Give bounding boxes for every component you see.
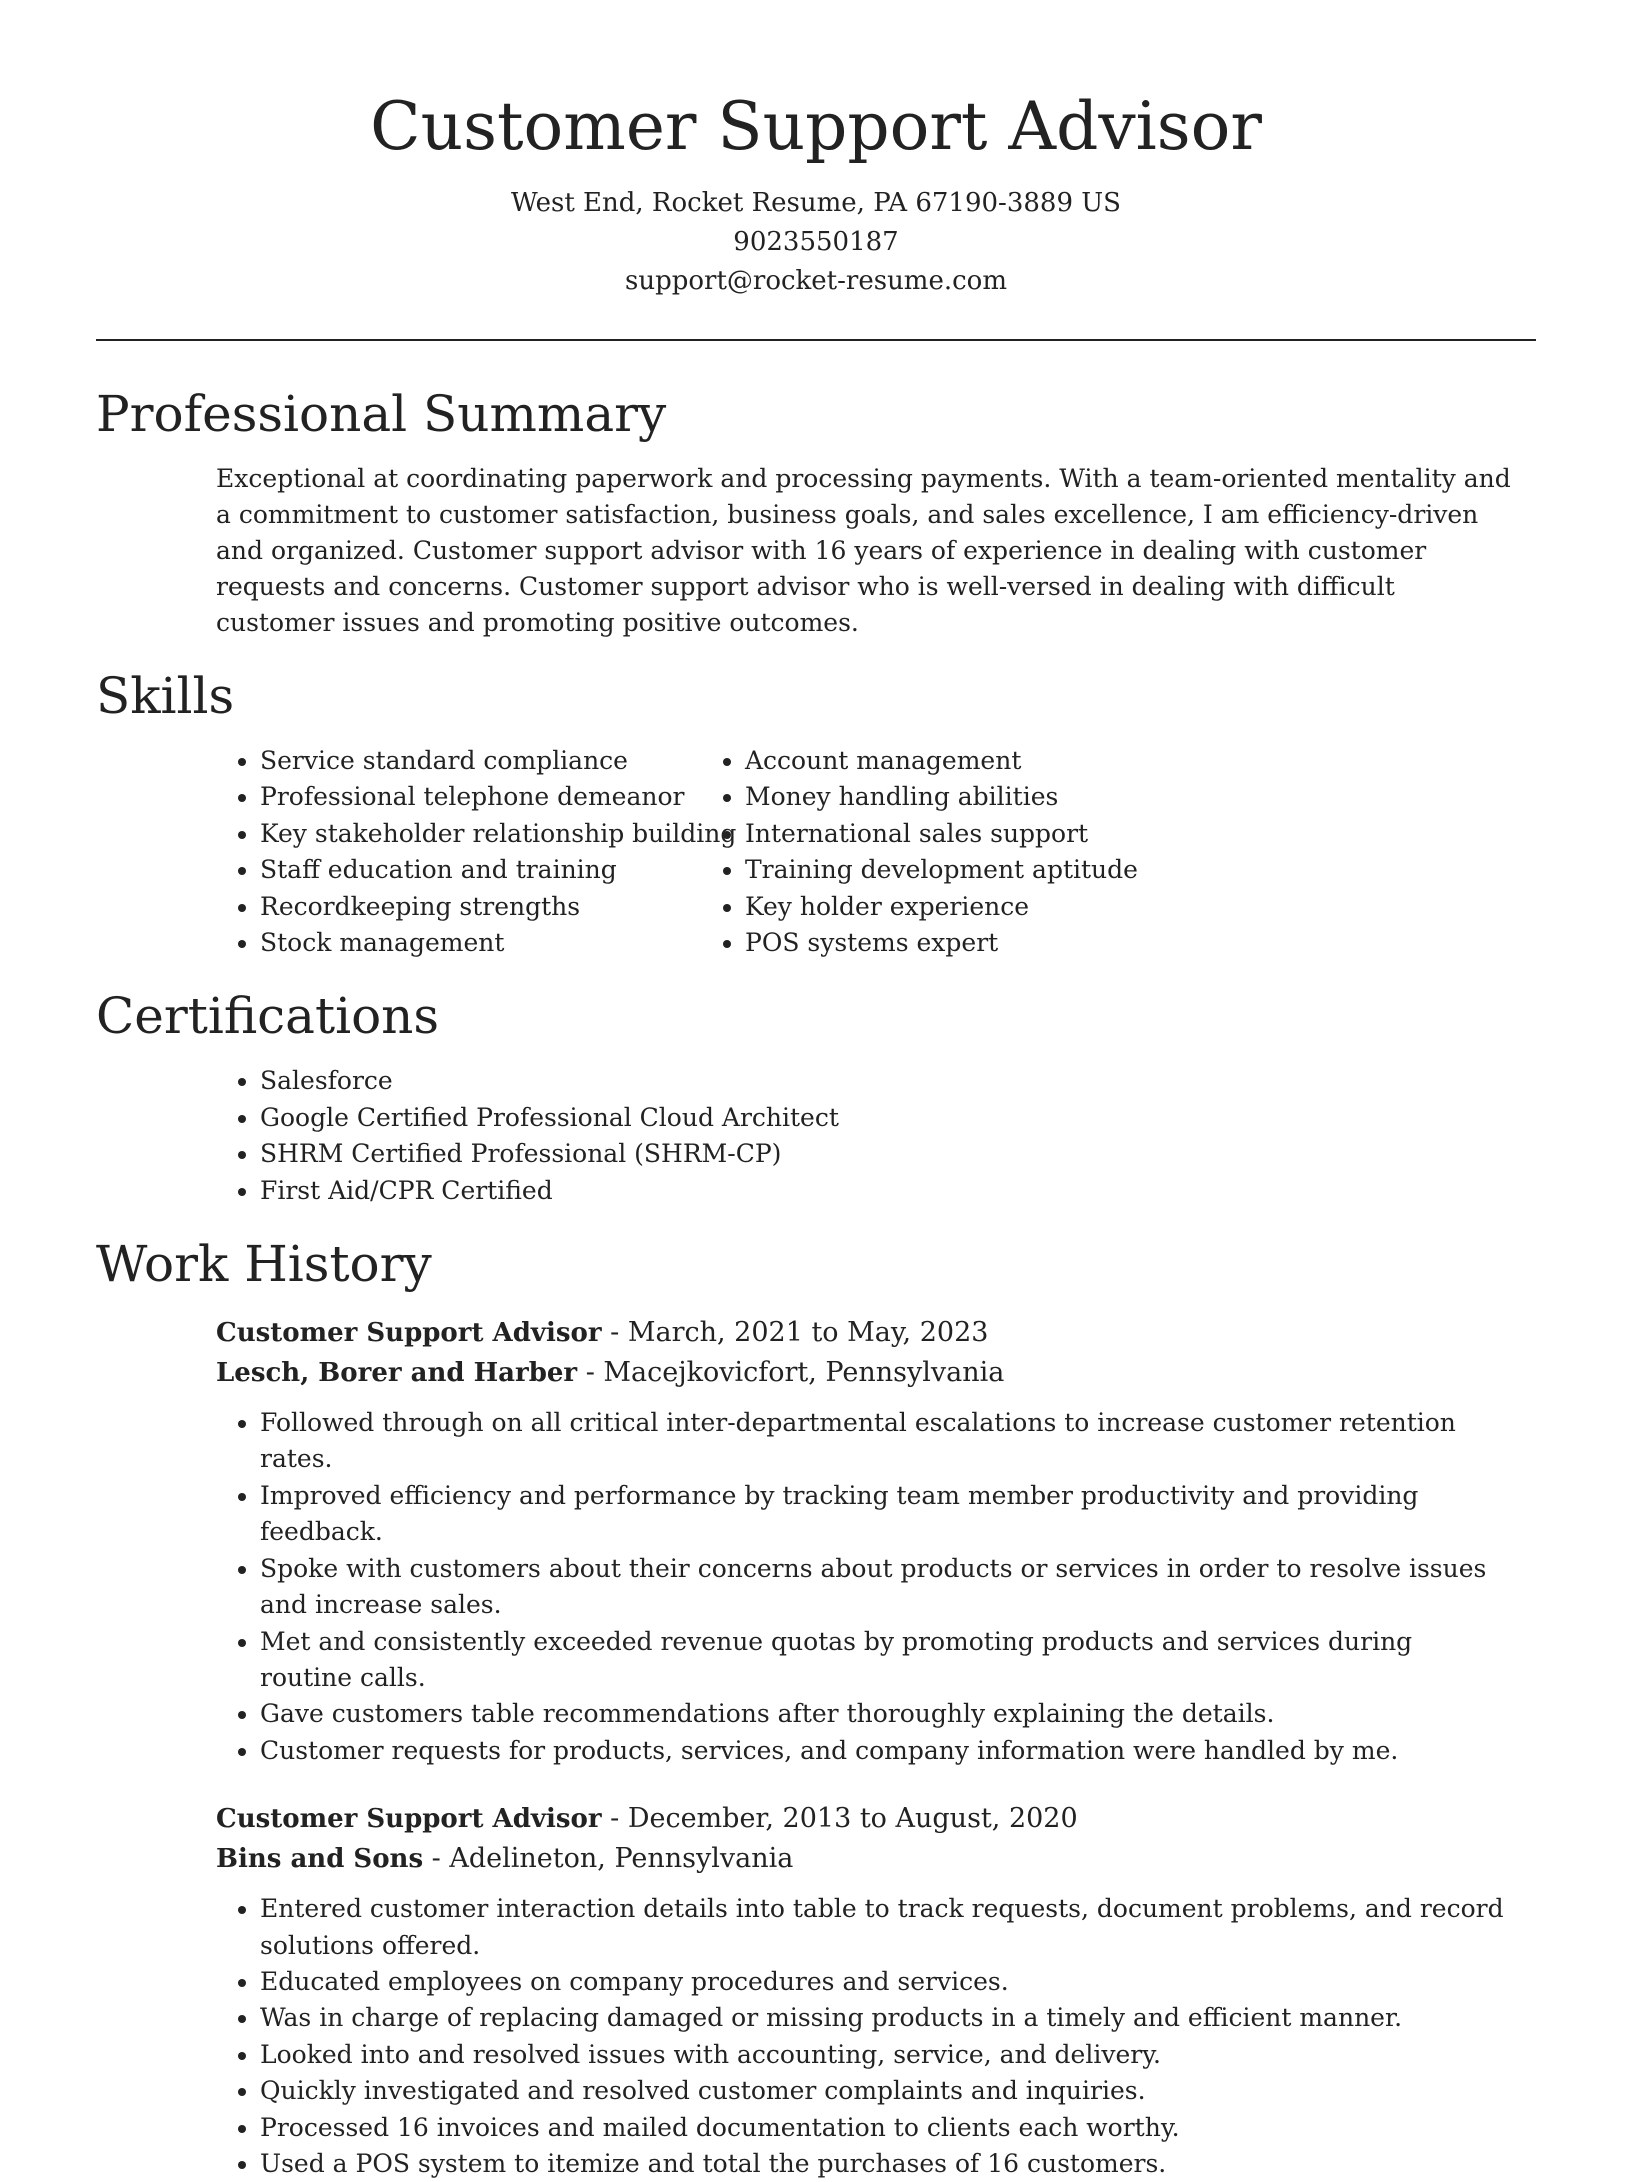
job-entry <box>216 1799 1536 2182</box>
contact-address: West End, Rocket Resume, PA 67190-3889 US <box>510 188 1121 218</box>
skills-grid <box>96 743 1536 961</box>
skill-item: • Professional telephone demeanor <box>260 779 745 815</box>
certifications-section <box>96 983 1536 1209</box>
job-location: - Adelineton, Pennsylvania <box>423 1843 794 1875</box>
job-bullet: • Gave customers table recommendations after thoroughly explaining the details. <box>260 1696 1510 1732</box>
resume-page <box>96 0 1536 2182</box>
job-bullets <box>216 1405 1536 1769</box>
candidate-title: Customer Support Advisor <box>370 88 1262 165</box>
job-bullet: • Followed through on all critical inter-departmental escalations to increase customer retention rates. <box>260 1405 1510 1478</box>
skills-list-right <box>581 743 1230 961</box>
certification-item: • Salesforce <box>260 1063 1536 1099</box>
job-bullet: • Quickly investigated and resolved customer complaints and inquiries. <box>260 2073 1510 2109</box>
job-bullet: • Was in charge of replacing damaged or missing products in a timely and efficient manner. <box>260 2000 1510 2036</box>
job-role: Customer Support Advisor <box>216 1804 602 1835</box>
skill-item: • Recordkeeping strengths <box>260 889 745 925</box>
skills-heading: Skills <box>96 667 235 725</box>
header-divider <box>96 339 1536 341</box>
skill-item: • Stock management <box>260 925 745 961</box>
job-bullet: • Processed 16 invoices and mailed documentation to clients each worthy. <box>260 2110 1510 2146</box>
job-entry <box>216 1313 1536 1769</box>
job-bullet: • Improved efficiency and performance by tracking team member productivity and providing feedback. <box>260 1478 1510 1551</box>
skill-item: • Key stakeholder relationship building <box>260 816 745 852</box>
job-dates: - March, 2021 to May, 2023 <box>601 1317 989 1349</box>
resume-header <box>96 0 1536 301</box>
summary-section <box>96 381 1536 641</box>
job-company: Bins and Sons <box>216 1844 424 1875</box>
job-role-line <box>216 1799 1536 1839</box>
skill-item: • Key holder experience <box>745 889 1230 925</box>
job-bullet: • Customer requests for products, services, and company information were handled by me. <box>260 1733 1510 1769</box>
job-bullets <box>216 1891 1536 2182</box>
skill-item: • International sales support <box>745 816 1230 852</box>
skill-item: • Money handling abilities <box>745 779 1230 815</box>
certification-item: • First Aid/CPR Certified <box>260 1173 1536 1209</box>
certification-item: • SHRM Certified Professional (SHRM-CP) <box>260 1136 1536 1172</box>
job-bullet: • Entered customer interaction details into table to track requests, document problems, and record solutions offered. <box>260 1891 1510 1964</box>
summary-heading: Professional Summary <box>96 385 667 443</box>
skill-item: • Account management <box>745 743 1230 779</box>
job-company-line <box>216 1839 1536 1879</box>
job-bullet: • Looked into and resolved issues with accounting, service, and delivery. <box>260 2037 1510 2073</box>
job-dates: - December, 2013 to August, 2020 <box>601 1803 1078 1835</box>
skills-section <box>96 663 1536 961</box>
skill-item: • Service standard compliance <box>260 743 745 779</box>
job-bullet: • Educated employees on company procedures and services. <box>260 1964 1510 2000</box>
job-company-line <box>216 1353 1536 1393</box>
job-bullet: • Met and consistently exceeded revenue quotas by promoting products and services during routine calls. <box>260 1624 1510 1697</box>
work-history-section <box>96 1231 1536 2182</box>
certifications-list <box>96 1063 1536 1209</box>
job-bullet: • Used a POS system to itemize and total the purchases of 16 customers. <box>260 2146 1510 2182</box>
skill-item: • Training development aptitude <box>745 852 1230 888</box>
job-company: Lesch, Borer and Harber <box>216 1358 578 1389</box>
skill-item: • POS systems expert <box>745 925 1230 961</box>
job-location: - Macejkovicfort, Pennsylvania <box>577 1357 1005 1389</box>
contact-phone: 9023550187 <box>733 227 899 257</box>
certification-item: • Google Certified Professional Cloud Architect <box>260 1100 1536 1136</box>
work-history-heading: Work History <box>96 1235 432 1294</box>
job-role-line <box>216 1313 1536 1353</box>
certifications-heading: Certifications <box>96 987 440 1046</box>
contact-email: support@rocket-resume.com <box>624 266 1007 296</box>
summary-text: Exceptional at coordinating paperwork and processing payments. With a team-oriented mentality and a commitment to customer satisfaction, business goals, and sales excellence, I am efficiency-driven and organized. Customer support advisor with 16 years of experience in dealing with customer requests and concerns. Customer support advisor who is well-versed in dealing with difficult customer issues and promoting positive outcomes. <box>216 464 1511 637</box>
job-role: Customer Support Advisor <box>216 1318 602 1349</box>
contact-block <box>96 184 1536 301</box>
skill-item: • Staff education and training <box>260 852 745 888</box>
job-bullet: • Spoke with customers about their concerns about products or services in order to resolve issues and increase sales. <box>260 1551 1510 1624</box>
